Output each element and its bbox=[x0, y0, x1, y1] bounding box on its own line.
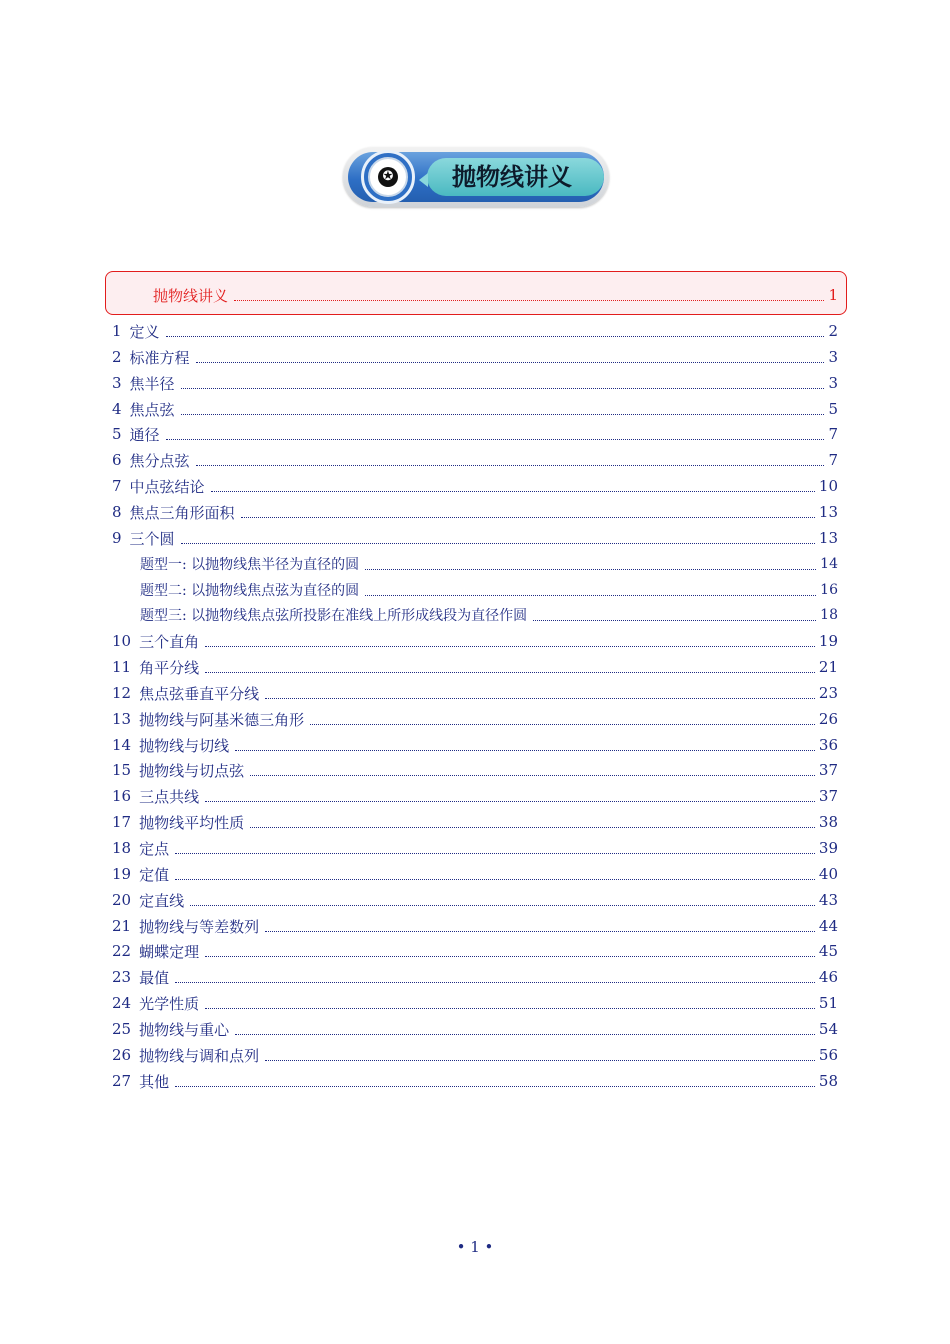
page-number: • 1 • bbox=[456, 1238, 494, 1256]
toc-entry-title: 定点 bbox=[139, 839, 170, 858]
toc-entry-title: 定值 bbox=[139, 865, 170, 884]
toc-entry-page: 21 bbox=[818, 658, 838, 676]
toc-entry-page: 38 bbox=[818, 813, 838, 831]
toc-entry-number: 19 bbox=[112, 865, 132, 883]
toc-entry-title: 抛物线与切线 bbox=[139, 736, 230, 755]
toc-entry-page: 26 bbox=[818, 710, 838, 728]
toc-entry-page: 37 bbox=[818, 761, 838, 779]
toc-entry[interactable] bbox=[112, 759, 838, 781]
toc-entry-title: 抛物线与阿基米德三角形 bbox=[139, 710, 305, 729]
toc-entry[interactable] bbox=[112, 449, 838, 471]
toc-entry-page: 7 bbox=[828, 451, 838, 469]
toc-entry-title: 焦分点弦 bbox=[129, 451, 190, 470]
toc-leader-dots bbox=[181, 542, 815, 544]
toc-entry-title: 定义 bbox=[129, 322, 160, 341]
toc-entry-title: 三点共线 bbox=[139, 787, 200, 806]
toc-leader-dots bbox=[190, 904, 815, 906]
toc-entry-number: 25 bbox=[112, 1020, 132, 1038]
toc-entry-page: 45 bbox=[818, 942, 838, 960]
toc-leader-dots bbox=[211, 490, 815, 492]
toc-leader-dots bbox=[205, 800, 815, 802]
toc-entry[interactable] bbox=[140, 553, 838, 575]
toc-entry[interactable] bbox=[112, 940, 838, 962]
toc-entry[interactable] bbox=[112, 630, 838, 652]
toc-entry-title: 题型一: 以抛物线焦半径为直径的圆 bbox=[140, 557, 360, 573]
toc-entry-page: 40 bbox=[818, 865, 838, 883]
toc-entry-title: 焦点弦垂直平分线 bbox=[139, 684, 260, 703]
toc-entry-page: 10 bbox=[818, 477, 838, 495]
toc-entry-number: 9 bbox=[112, 529, 122, 547]
toc-entry-title: 三个直角 bbox=[139, 632, 200, 651]
toc-entry[interactable] bbox=[140, 604, 838, 626]
toc-entry-title: 抛物线与调和点列 bbox=[139, 1046, 260, 1065]
toc-entry[interactable] bbox=[112, 708, 838, 730]
toc-leader-dots bbox=[235, 749, 815, 751]
toc-entry[interactable] bbox=[112, 346, 838, 368]
toc-entry-number: 6 bbox=[112, 451, 122, 469]
toc-entry-page: 7 bbox=[828, 425, 838, 443]
toc-entry[interactable] bbox=[112, 320, 838, 342]
toc-entry-page: 37 bbox=[818, 787, 838, 805]
toc-entry[interactable] bbox=[112, 656, 838, 678]
toc-leader-dots bbox=[265, 697, 815, 699]
toc-leader-dots bbox=[196, 361, 825, 363]
toc-entry-title: 抛物线与重心 bbox=[139, 1020, 230, 1039]
page-title: 抛物线讲义 bbox=[452, 163, 572, 191]
toc-entry-number: 10 bbox=[112, 632, 132, 650]
toc-leader-dots bbox=[265, 930, 815, 932]
toc-entry-number: 16 bbox=[112, 787, 132, 805]
toc-entry[interactable] bbox=[140, 579, 838, 601]
toc-entry-page: 23 bbox=[818, 684, 838, 702]
toc-entry-number: 27 bbox=[112, 1072, 132, 1090]
toc-entry-number: 14 bbox=[112, 736, 132, 754]
toc-entry-page: 13 bbox=[818, 529, 838, 547]
toc-entry-title: 焦点弦 bbox=[129, 400, 175, 419]
toc-entry-title: 题型二: 以抛物线焦点弦为直径的圆 bbox=[140, 583, 360, 599]
toc-entry-page: 13 bbox=[818, 503, 838, 521]
toc-entry-title: 通径 bbox=[129, 425, 160, 444]
toc-leader-dots bbox=[234, 299, 824, 301]
toc-entry-number: 2 bbox=[112, 348, 122, 366]
toc-entry-page: 43 bbox=[818, 891, 838, 909]
toc-leader-dots bbox=[250, 774, 815, 776]
toc-leader-dots bbox=[250, 826, 815, 828]
toc-entry-title: 抛物线平均性质 bbox=[139, 813, 245, 832]
toc-entry[interactable] bbox=[112, 992, 838, 1014]
toc-leader-dots bbox=[196, 464, 825, 466]
toc-entry[interactable] bbox=[112, 475, 838, 497]
toc-leader-dots bbox=[365, 568, 816, 570]
toc-entry-header[interactable] bbox=[153, 284, 838, 306]
title-banner bbox=[343, 147, 609, 207]
toc-entry-number: 12 bbox=[112, 684, 132, 702]
toc-leader-dots bbox=[205, 955, 815, 957]
star-circle-icon: ✪ bbox=[378, 167, 398, 187]
toc-entry-title: 蝴蝶定理 bbox=[139, 942, 200, 961]
toc-leader-dots bbox=[175, 878, 815, 880]
toc-entry-title: 三个圆 bbox=[129, 529, 175, 548]
toc-entry-number: 23 bbox=[112, 968, 132, 986]
toc-entry-title: 题型三: 以抛物线焦点弦所投影在准线上所形成线段为直径作圆 bbox=[140, 608, 528, 624]
toc-entry-number: 24 bbox=[112, 994, 132, 1012]
toc-leader-dots bbox=[175, 852, 815, 854]
toc-entry-title: 光学性质 bbox=[139, 994, 200, 1013]
toc-entry-page: 46 bbox=[818, 968, 838, 986]
toc-entry-title: 抛物线与切点弦 bbox=[139, 761, 245, 780]
toc-leader-dots bbox=[241, 516, 815, 518]
toc-leader-dots bbox=[205, 1007, 815, 1009]
toc-entry-number: 3 bbox=[112, 374, 122, 392]
toc-entry[interactable] bbox=[112, 811, 838, 833]
toc-entry-title: 抛物线讲义 bbox=[153, 286, 229, 305]
toc-entry-page: 58 bbox=[818, 1072, 838, 1090]
toc-entry-page: 56 bbox=[818, 1046, 838, 1064]
toc-leader-dots bbox=[175, 981, 815, 983]
toc-entry-title: 焦点三角形面积 bbox=[129, 503, 235, 522]
toc-leader-dots bbox=[533, 619, 816, 621]
toc-leader-dots bbox=[175, 1085, 815, 1087]
toc-entry-page: 44 bbox=[818, 917, 838, 935]
toc-entry-title: 抛物线与等差数列 bbox=[139, 917, 260, 936]
toc-entry[interactable] bbox=[112, 423, 838, 445]
toc-entry-number: 4 bbox=[112, 400, 122, 418]
toc-entry[interactable] bbox=[112, 1044, 838, 1066]
toc-entry[interactable] bbox=[112, 734, 838, 756]
toc-entry-number: 13 bbox=[112, 710, 132, 728]
toc-leader-dots bbox=[265, 1059, 815, 1061]
toc-entry-number: 21 bbox=[112, 917, 132, 935]
toc-entry-number: 11 bbox=[112, 658, 132, 676]
toc-entry-page: 2 bbox=[828, 322, 838, 340]
toc-entry-number: 5 bbox=[112, 425, 122, 443]
toc-entry-title: 标准方程 bbox=[129, 348, 190, 367]
toc-leader-dots bbox=[365, 594, 816, 596]
toc-entry-page: 36 bbox=[818, 736, 838, 754]
toc-entry-page: 19 bbox=[818, 632, 838, 650]
toc-entry-page: 16 bbox=[820, 582, 838, 598]
toc-entry-title: 其他 bbox=[139, 1072, 170, 1091]
toc-entry-title: 中点弦结论 bbox=[129, 477, 205, 496]
toc-entry-page: 51 bbox=[818, 994, 838, 1012]
toc-entry-page: 3 bbox=[828, 374, 838, 392]
toc-entry[interactable] bbox=[112, 398, 838, 420]
toc-entry[interactable] bbox=[112, 501, 838, 523]
toc-entry[interactable] bbox=[112, 863, 838, 885]
toc-entry[interactable] bbox=[112, 1018, 838, 1040]
toc-entry[interactable] bbox=[112, 915, 838, 937]
toc-entry-number: 1 bbox=[112, 322, 122, 340]
toc-entry-title: 定直线 bbox=[139, 891, 185, 910]
toc-entry-number: 7 bbox=[112, 477, 122, 495]
toc-entry-title: 角平分线 bbox=[139, 658, 200, 677]
toc-leader-dots bbox=[235, 1033, 815, 1035]
toc-entry[interactable] bbox=[112, 837, 838, 859]
toc-entry-number: 22 bbox=[112, 942, 132, 960]
toc-entry[interactable] bbox=[112, 889, 838, 911]
toc-entry-number: 8 bbox=[112, 503, 122, 521]
toc-leader-dots bbox=[166, 335, 825, 337]
toc-entry-number: 18 bbox=[112, 839, 132, 857]
toc-leader-dots bbox=[205, 645, 815, 647]
toc-entry-title: 焦半径 bbox=[129, 374, 175, 393]
toc-leader-dots bbox=[205, 671, 815, 673]
toc-entry-title: 最值 bbox=[139, 968, 170, 987]
toc-entry[interactable] bbox=[112, 527, 838, 549]
toc-entry[interactable] bbox=[112, 372, 838, 394]
toc-entry-page: 39 bbox=[818, 839, 838, 857]
toc-leader-dots bbox=[181, 413, 825, 415]
toc-leader-dots bbox=[310, 723, 815, 725]
toc-leader-dots bbox=[181, 387, 825, 389]
toc-entry-page: 1 bbox=[828, 286, 838, 304]
toc-entry-page: 3 bbox=[828, 348, 838, 366]
toc-entry-number: 26 bbox=[112, 1046, 132, 1064]
toc-entry-number: 17 bbox=[112, 813, 132, 831]
toc-entry[interactable] bbox=[112, 966, 838, 988]
toc-entry-page: 14 bbox=[820, 556, 838, 572]
toc-entry-number: 15 bbox=[112, 761, 132, 779]
toc-entry[interactable] bbox=[112, 785, 838, 807]
toc-entry[interactable] bbox=[112, 682, 838, 704]
toc-entry-page: 5 bbox=[828, 400, 838, 418]
toc-entry[interactable] bbox=[112, 1070, 838, 1092]
toc-entry-page: 54 bbox=[818, 1020, 838, 1038]
toc-entry-number: 20 bbox=[112, 891, 132, 909]
toc-entry-page: 18 bbox=[820, 607, 838, 623]
toc-leader-dots bbox=[166, 438, 825, 440]
